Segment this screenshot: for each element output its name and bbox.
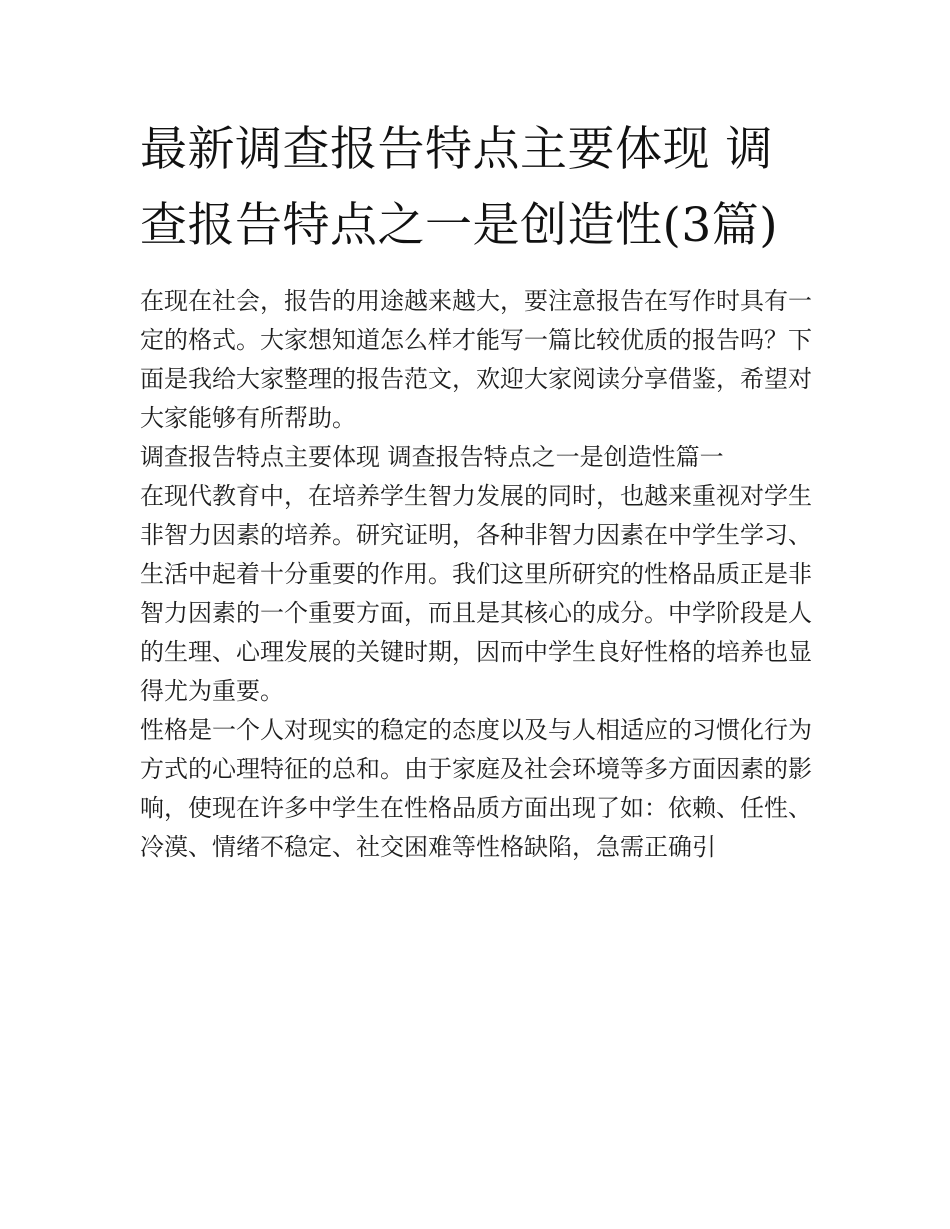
document-title: 最新调查报告特点主要体现 调查报告特点之一是创造性(3篇) [140, 122, 779, 253]
document-body [140, 282, 820, 867]
document-page [140, 112, 820, 867]
body-paragraph: 在现代教育中，在培养学生智力发展的同时，也越来重视对学生非智力因素的培养。研究证明，各种非智力因素在中学生学习、生活中起着十分重要的作用。我们这里所研究的性格品质正是非智力因素的一个重要方面，而且是其核心的成分。中学阶段是人的生理、心理发展的关键时期，因而中学生良好性格的培养也显得尤为重要。 [140, 482, 812, 705]
body-paragraph: 性格是一个人对现实的稳定的态度以及与人相适应的习惯化行为方式的心理特征的总和。由于家庭及社会环境等多方面因素的影响，使现在许多中学生在性格品质方面出现了如：依赖、任性、冷漠、情绪不稳定、社交困难等性格缺陷，急需正确引 [140, 716, 812, 861]
intro-paragraph: 在现在社会，报告的用途越来越大，要注意报告在写作时具有一定的格式。大家想知道怎么样才能写一篇比较优质的报告吗？下面是我给大家整理的报告范文，欢迎大家阅读分享借鉴，希望对大家能够有所帮助。 [140, 287, 812, 432]
section-heading: 调查报告特点主要体现 调查报告特点之一是创造性篇一 [140, 443, 724, 471]
